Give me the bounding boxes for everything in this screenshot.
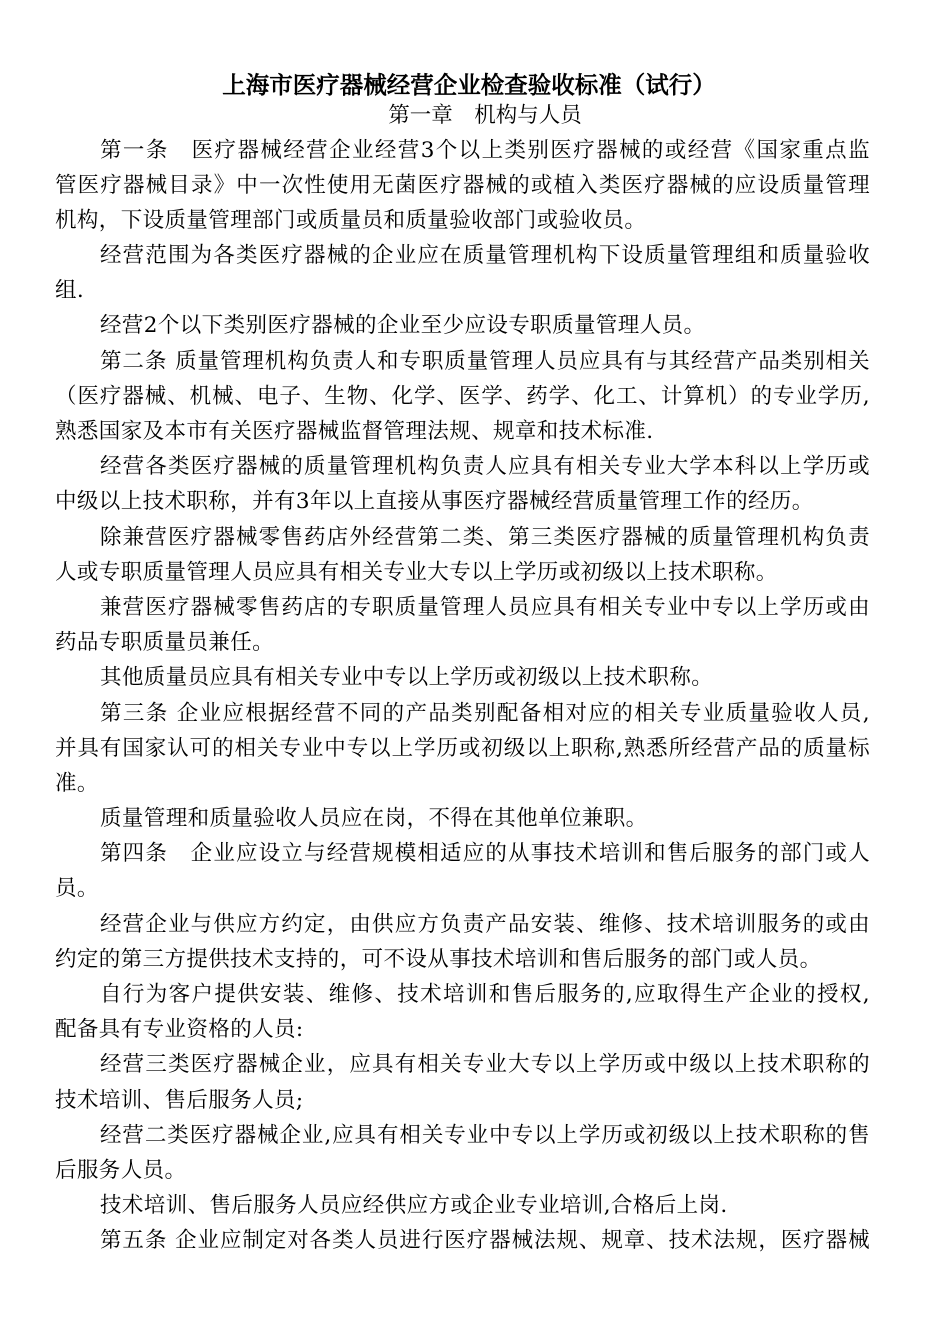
paragraph bbox=[55, 696, 870, 802]
paragraph bbox=[55, 1223, 870, 1258]
text-line: 中级以上技术职称，并有3年以上直接从事医疗器械经营质量管理工作的经历。 bbox=[55, 489, 814, 515]
paragraph bbox=[55, 801, 870, 836]
text-line: 员。 bbox=[55, 876, 99, 902]
text-line: 自行为客户提供安装、维修、技术培训和售后服务的,应取得生产企业的授权, bbox=[100, 982, 870, 1007]
paragraph bbox=[55, 520, 870, 590]
paragraph bbox=[55, 1047, 870, 1117]
text-line: 后服务人员。 bbox=[55, 1157, 187, 1183]
paragraph bbox=[55, 1118, 870, 1188]
text-line: 经营2个以下类别医疗器械的企业至少应设专职质量管理人员。 bbox=[100, 313, 706, 339]
text-line: 组. bbox=[55, 278, 85, 304]
text-line: 管医疗器械目录》中一次性使用无菌医疗器械的或植入类医疗器械的应设质量管理 bbox=[55, 172, 870, 198]
text-line: 第一条 医疗器械经营企业经营3个以上类别医疗器械的或经营《国家重点监 bbox=[100, 137, 870, 163]
text-line: 经营二类医疗器械企业,应具有相关专业中专以上学历或初级以上技术职称的售 bbox=[100, 1122, 870, 1148]
paragraph bbox=[55, 977, 870, 1047]
text-line: 经营三类医疗器械企业，应具有相关专业大专以上学历或中级以上技术职称的 bbox=[100, 1052, 870, 1078]
document-title: 上海市医疗器械经营企业检查验收标准（试行） bbox=[222, 71, 716, 99]
paragraph bbox=[55, 133, 870, 239]
text-line: 经营各类医疗器械的质量管理机构负责人应具有相关专业大学本科以上学历或 bbox=[100, 454, 870, 480]
text-line: 药品专职质量员兼任。 bbox=[55, 630, 275, 656]
chapter-heading: 第一章 机构与人员 bbox=[388, 103, 582, 128]
text-line: 熟悉国家及本市有关医疗器械监督管理法规、规章和技术标准. bbox=[55, 419, 654, 444]
text-line: 并具有国家认可的相关专业中专以上学历或初级以上职称,熟悉所经营产品的质量标 bbox=[55, 735, 870, 761]
text-line: 经营范围为各类医疗器械的企业应在质量管理机构下设质量管理组和质量验收 bbox=[100, 243, 870, 269]
text-line: 兼营医疗器械零售药店的专职质量管理人员应具有相关专业中专以上学历或由 bbox=[100, 594, 870, 620]
text-line: 准。 bbox=[55, 770, 99, 796]
text-line: 人或专职质量管理人员应具有相关专业大专以上学历或初级以上技术职称。 bbox=[55, 559, 778, 585]
paragraph bbox=[55, 449, 870, 519]
paragraph bbox=[55, 660, 870, 695]
text-line: （医疗器械、机械、电子、生物、化学、医学、药学、化工、计算机）的专业学历, bbox=[55, 383, 870, 409]
paragraph bbox=[55, 344, 870, 450]
text-line: 经营企业与供应方约定，由供应方负责产品安装、维修、技术培训服务的或由 bbox=[100, 911, 870, 937]
text-line: 除兼营医疗器械零售药店外经营第二类、第三类医疗器械的质量管理机构负责 bbox=[100, 524, 870, 550]
document-body bbox=[55, 133, 870, 1259]
paragraph bbox=[55, 238, 870, 308]
paragraph bbox=[55, 836, 870, 906]
text-line: 机构，下设质量管理部门或质量员和质量验收部门或验收员。 bbox=[55, 207, 647, 233]
text-line: 配备具有专业资格的人员: bbox=[55, 1017, 304, 1043]
text-line: 第五条 企业应制定对各类人员进行医疗器械法规、规章、技术法规，医疗器械 bbox=[100, 1228, 870, 1254]
text-line: 技术培训、售后服务人员; bbox=[55, 1087, 304, 1113]
paragraph bbox=[55, 907, 870, 977]
text-line: 技术培训、售后服务人员应经供应方或企业专业培训,合格后上岗. bbox=[100, 1193, 728, 1219]
paragraph bbox=[55, 1188, 870, 1223]
text-line: 其他质量员应具有相关专业中专以上学历或初级以上技术职称。 bbox=[100, 665, 714, 691]
paragraph bbox=[55, 590, 870, 660]
text-line: 第二条 质量管理机构负责人和专职质量管理人员应具有与其经营产品类别相关 bbox=[100, 348, 870, 374]
text-line: 约定的第三方提供技术支持的，可不设从事技术培训和售后服务的部门或人员。 bbox=[55, 946, 822, 972]
text-line: 第四条 企业应设立与经营规模相适应的从事技术培训和售后服务的部门或人 bbox=[100, 841, 870, 867]
paragraph bbox=[55, 308, 870, 343]
text-line: 第三条 企业应根据经营不同的产品类别配备相对应的相关专业质量验收人员, bbox=[100, 700, 870, 726]
text-line: 质量管理和质量验收人员应在岗，不得在其他单位兼职。 bbox=[100, 806, 648, 832]
